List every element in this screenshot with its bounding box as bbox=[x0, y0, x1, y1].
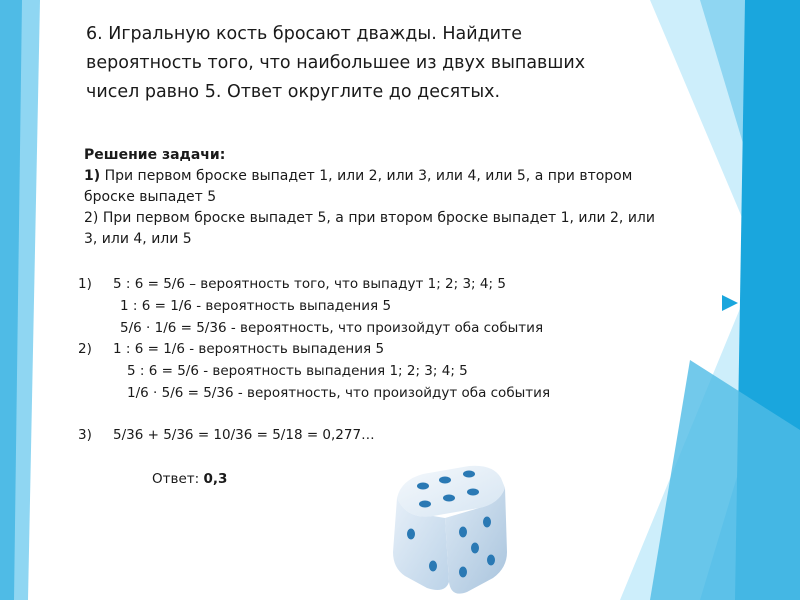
step-2-line: 5 : 6 = 5/6 - вероятность выпадения 1; 2; 3; 4; 5 bbox=[127, 363, 468, 379]
answer bbox=[152, 469, 227, 490]
step-3-line: 5/36 + 5/36 = 10/36 = 5/18 = 0,277… bbox=[113, 427, 375, 443]
answer-label: Ответ: bbox=[152, 471, 204, 487]
case-1-line-1 bbox=[84, 166, 655, 187]
step-1-line: 1 : 6 = 1/6 - вероятность выпадения 5 bbox=[120, 298, 392, 314]
task-line: 6. Игральную кость бросают дважды. Найдите bbox=[86, 24, 523, 44]
case-2-line-2: 3, или 4, или 5 bbox=[84, 231, 192, 247]
step-1-line: 5 : 6 = 5/6 – вероятность того, что выпадут 1; 2; 3; 4; 5 bbox=[113, 276, 506, 292]
step-3-number: 3) bbox=[78, 427, 92, 443]
step-2-line: 1/6 · 5/6 = 5/36 - вероятность, что произойдут оба события bbox=[127, 385, 551, 401]
solution-heading: Решение задачи: bbox=[84, 147, 226, 163]
right-accent-triangle bbox=[722, 295, 738, 311]
step-2-number: 2) bbox=[78, 341, 92, 357]
answer-value: 0,3 bbox=[203, 471, 228, 487]
case-2-line-1: 2) При первом броске выпадет 5, а при втором броске выпадет 1, или 2, или bbox=[84, 210, 655, 226]
task-line: вероятность того, что наибольшее из двух выпавших bbox=[86, 53, 586, 73]
case-1-number: 1) bbox=[84, 168, 101, 184]
step-1-number: 1) bbox=[78, 276, 92, 292]
step-2-line: 1 : 6 = 1/6 - вероятность выпадения 5 bbox=[113, 341, 385, 357]
task-line: чисел равно 5. Ответ округлите до десятых. bbox=[86, 82, 501, 102]
step-1-line: 5/6 · 1/6 = 5/36 - вероятность, что произойдут оба события bbox=[120, 320, 544, 336]
case-1-text: При первом броске выпадет 1, или 2, или 3, или 4, или 5, а при втором bbox=[100, 168, 633, 184]
solution-block bbox=[84, 145, 655, 250]
task-statement bbox=[86, 20, 585, 107]
dice-icon bbox=[383, 460, 523, 600]
case-1-line-2: броске выпадет 5 bbox=[84, 189, 217, 205]
